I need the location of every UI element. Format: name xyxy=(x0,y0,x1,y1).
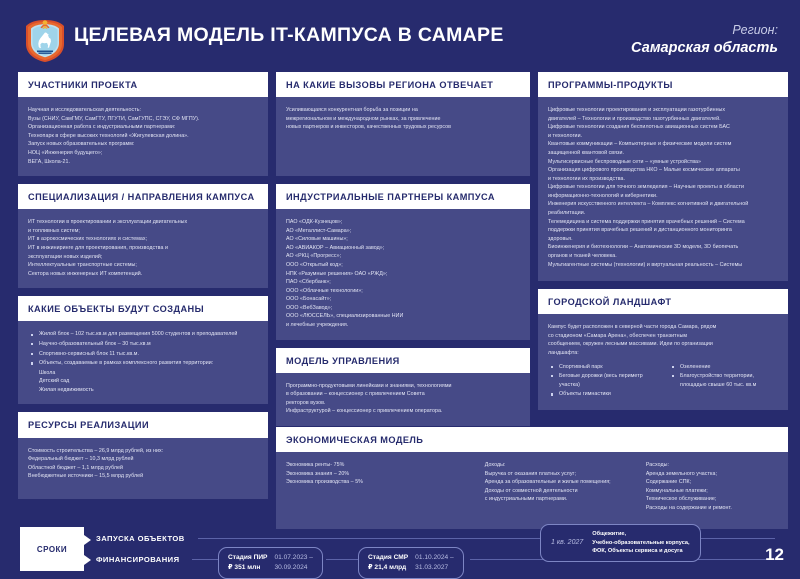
objects-list xyxy=(28,330,258,367)
text-line: АО «Силовые машины»; xyxy=(286,236,348,243)
text-line: Экономика производства – 5% xyxy=(286,479,363,486)
panel-body xyxy=(538,97,788,281)
panel-title: ГОРОДСКОЙ ЛАНДШАФТ xyxy=(538,289,788,314)
timeline-line-objects xyxy=(198,538,558,539)
objects-launch-card[interactable] xyxy=(540,524,701,562)
text-line: ИТ в инжиниринге для проектирования, производства и xyxy=(28,245,168,251)
panel-title: УЧАСТНИКИ ПРОЕКТА xyxy=(18,72,268,97)
landscape-items-left xyxy=(548,363,657,400)
text-line: ООО «Открытый код»; xyxy=(286,262,343,268)
text-line: ИТ в аэрокосмических технологиях и системах; xyxy=(28,236,148,243)
arrow-financing-icon xyxy=(84,555,91,565)
panel-economics xyxy=(276,427,788,529)
column-right xyxy=(538,72,788,418)
text-line: Цифровые технологии для точного земледелия – Научные проекты в области xyxy=(548,184,744,191)
text-line: Вузы (СНИУ, СамГМУ, СамГТУ, ПГУТИ, СамГУПС, СГЭУ, СФ МГПУ). xyxy=(28,115,200,122)
panel-products xyxy=(538,72,788,281)
slide-header xyxy=(0,0,800,66)
text-line: со стадионом «Самара Арена», обеспечен транзитным xyxy=(548,332,688,339)
text-line: поддержки принятия врачебных решений и дистанционного мониторинга xyxy=(548,227,732,234)
subhead: Расходы: xyxy=(645,462,669,469)
arrow-objects-icon xyxy=(84,535,91,545)
panel-title: ЭКОНОМИЧЕСКАЯ МОДЕЛЬ xyxy=(276,427,788,452)
text-line: Школа xyxy=(39,369,56,376)
text-line: с индустриальными партнерами. xyxy=(484,496,568,503)
text-line: Программно-продуктовыми линейками и знаниями, технологиями xyxy=(286,382,452,389)
list-item: Жилой блок – 102 тыс.кв.м для размещения 5000 студентов и преподавателей xyxy=(39,330,258,339)
region-label: Регион: xyxy=(732,23,778,37)
text-line: АО «РКЦ «Прогресс»; xyxy=(286,253,342,260)
stage-amount: ₽ 21,4 млрд xyxy=(368,563,407,571)
panel-objects xyxy=(18,296,268,404)
text-line: ландшафта: xyxy=(548,349,579,356)
region-value: Самарская область xyxy=(630,39,778,56)
panel-body xyxy=(276,452,788,528)
text-line: Аренда земельного участка; xyxy=(645,470,717,477)
text-line: новых партнеров и инвесторов, качественных трудовых ресурсов xyxy=(286,124,451,131)
panel-management xyxy=(276,348,530,426)
text-line: Содержание СПК; xyxy=(645,479,692,486)
text-line: Телемедицина и система поддержки принятия врачебных решений – Система xyxy=(548,218,745,225)
text-line: Стоимость строительства – 26,9 млрд рублей, из них: xyxy=(28,447,164,454)
text-line: Научная и исследовательская деятельность: xyxy=(28,107,142,114)
region-block xyxy=(631,22,778,58)
text-line: Расходы на содержание и ремонт. xyxy=(645,505,732,511)
panel-title: НА КАКИЕ ВЫЗОВЫ РЕГИОНА ОТВЕЧАЕТ xyxy=(276,72,530,97)
panel-body xyxy=(18,321,268,404)
text-line: эксплуатации новых изделий; xyxy=(28,253,103,260)
text-line: Цифровые технологии проектирования и эксплуатации газотурбинных xyxy=(548,107,726,114)
text-line: защищенной квантовой связи. xyxy=(548,150,625,156)
launch-quarter: 1 кв. 2027 xyxy=(551,539,584,547)
text-line: ВЕГА, Школа-21. xyxy=(28,158,71,165)
panel-body xyxy=(18,438,268,499)
text-line: Усиливающаяся конкурентная борьба за позиции на xyxy=(286,107,418,114)
list-item: Беговые дорожки (весь периметр участка) xyxy=(559,372,657,389)
text-line: ООО «ЛЮССЕЛЬ», специализированные НИИ xyxy=(286,313,404,320)
panel-partners xyxy=(276,184,530,340)
text-line: ООО «Бонасайт»; xyxy=(286,296,332,303)
panel-resources xyxy=(18,412,268,498)
stage-name: Стадия СМР xyxy=(368,554,409,561)
text-line: НОЦ «Инженерия будущего»; xyxy=(28,150,103,156)
economics-expenses xyxy=(646,461,778,512)
sroki-box: СРОКИ xyxy=(20,527,84,571)
text-line: и топливных систем; xyxy=(28,227,80,234)
text-line: Биоинженерия и биотехнологии – Анатомические 3D модели, 3D биопечать xyxy=(548,244,739,251)
panel-title: ИНДУСТРИАЛЬНЫЕ ПАРТНЕРЫ КАМПУСА xyxy=(276,184,530,209)
text-line: ПАО «ОДК-Кузнецов»; xyxy=(286,219,343,226)
list-item: Объекты, создаваемые в рамках комплексного развития территории: xyxy=(39,359,258,368)
text-line: АО «АВИАКОР – Авиационный завод»; xyxy=(286,244,385,251)
panel-challenges xyxy=(276,72,530,176)
page-number: 12 xyxy=(765,545,784,564)
text-line: Сектора новых инженерных ИТ компетенций. xyxy=(28,270,143,277)
text-line: Техническое обслуживание; xyxy=(645,496,717,503)
text-line: здоровья. xyxy=(548,235,573,242)
text-line: Инженерия искусственного интеллекта – Комплекс когнитивной и двигательной xyxy=(548,201,749,208)
text-line: Областной бюджет – 1,1 млрд рублей xyxy=(28,464,123,471)
stage-card-pir[interactable] xyxy=(218,547,323,579)
panel-body xyxy=(18,209,268,288)
text-line: Организация цифрового производства НКО – Малые космические аппараты xyxy=(548,167,740,174)
timeline-label-objects: ЗАПУСКА ОБЪЕКТОВ xyxy=(96,534,185,543)
text-line: Аренда за образовательные и жилые помещения; xyxy=(484,479,611,486)
text-line: ИТ технологии в проектировании и эксплуатации двигательных xyxy=(28,219,188,226)
subhead: Доходы: xyxy=(484,462,506,469)
text-line: межрегиональном и международном рынках, за привлечение xyxy=(286,115,441,122)
text-line: Федеральный бюджет – 10,3 млрд рублей xyxy=(28,456,134,463)
text-line: НПК «Разумные решения» ОАО «РЖД»; xyxy=(286,270,388,277)
text-line: Технопарк в сфере высоких технологий «Жигулевская долина». xyxy=(28,132,189,139)
panel-title: КАКИЕ ОБЪЕКТЫ БУДУТ СОЗДАНЫ xyxy=(18,296,268,321)
stage-date-to: 31.03.2027 xyxy=(415,563,449,571)
list-item: Озеленение xyxy=(680,363,778,372)
list-item: Объекты гимнастики xyxy=(559,390,657,399)
text-line: АО «Металлист-Самара»; xyxy=(286,227,352,234)
text-line: Внебюджетные источники – 15,5 млрд рублей xyxy=(28,473,144,480)
launch-line: Общежитие, xyxy=(592,531,627,537)
text-line: органов и тканей человека. xyxy=(548,252,617,259)
text-line: Мультисервисные беспроводные сети – «умные устройства» xyxy=(548,158,702,165)
panel-title: СПЕЦИАЛИЗАЦИЯ / НАПРАВЛЕНИЯ КАМПУСА xyxy=(18,184,268,209)
panel-participants xyxy=(18,72,268,176)
text-line: и технологии их производства. xyxy=(548,175,626,182)
text-line: Детский сад xyxy=(39,378,70,385)
landscape-items-right xyxy=(669,363,778,400)
list-item: Благоустройство территории, площадью свыше 60 тыс. кв.м xyxy=(680,372,778,389)
text-line: двигателей – Технологии и производство газотурбинных двигателей. xyxy=(548,115,721,122)
launch-line: Учебно-образовательные корпуса, xyxy=(592,539,690,546)
text-line: Жилая недвижимость xyxy=(39,386,94,393)
text-line: Организационная работа с индустриальными партнерами: xyxy=(28,124,176,131)
timeline-bar xyxy=(0,519,800,579)
timeline-line-financing-b xyxy=(326,559,360,560)
stage-name: Стадия ПИР xyxy=(228,554,268,561)
stage-amount: ₽ 351 млн xyxy=(228,563,261,571)
panel-body xyxy=(18,97,268,176)
stage-date-from: 01.10.2024 – xyxy=(415,554,454,561)
text-line: сообщением, окружен лесными массивами. Идеи по организации xyxy=(548,341,713,348)
samara-oblast-coat-of-arms-icon xyxy=(22,16,68,64)
timeline-label-financing: ФИНАНСИРОВАНИЯ xyxy=(96,555,180,564)
text-line: Запуск новых образовательных программ: xyxy=(28,141,135,148)
panel-title: МОДЕЛЬ УПРАВЛЕНИЯ xyxy=(276,348,530,373)
panel-title: ПРОГРАММЫ-ПРОДУКТЫ xyxy=(538,72,788,97)
text-line: ректоров вузов. xyxy=(286,399,326,406)
text-line: информационно-технологий и кибернетики. xyxy=(548,192,658,199)
text-line: Интеллектуальные транспортные системы; xyxy=(28,262,137,269)
text-line: и технологии. xyxy=(548,132,583,139)
text-line: Доходы от совместной деятельности xyxy=(484,487,578,494)
text-line: Инфраструктурой – концессионер с привлечением оператора. xyxy=(286,408,443,415)
text-line: Мультиагентные системы (технологии) и виртуальная реальность – Системы xyxy=(548,261,743,268)
text-line: ПАО «Сбербанк»; xyxy=(286,279,331,286)
text-line: и лечебные учреждения. xyxy=(286,322,349,329)
panel-title: РЕСУРСЫ РЕАЛИЗАЦИИ xyxy=(18,412,268,437)
stage-date-from: 01.07.2023 – xyxy=(274,554,313,561)
panel-body xyxy=(276,209,530,340)
text-line: Экономика ренты- 75% xyxy=(286,462,345,469)
text-line: Экономика знания – 20% xyxy=(286,470,350,477)
panel-body xyxy=(538,314,788,410)
text-line: реабилитации. xyxy=(548,210,586,217)
text-line: Квантовые коммуникации – Компьютерные и физические модели систем xyxy=(548,141,732,148)
stage-card-smr[interactable] xyxy=(358,547,464,579)
text-line: Цифровые технологии создания беспилотных авиационных систем БАС xyxy=(548,124,730,131)
launch-line: ФОК, Объекты сервиса и досуга xyxy=(592,548,683,555)
text-line: Кампус будет расположен в северной части города Самара, рядом xyxy=(548,324,717,331)
text-line: Коммунальные платежи; xyxy=(645,487,708,494)
panel-specialization xyxy=(18,184,268,288)
list-item: Спортивно-сервисный блок 11 тыс.кв.м. xyxy=(39,350,258,359)
column-left xyxy=(18,72,268,507)
list-item: Научно-образовательный блок – 30 тыс.кв.м xyxy=(39,340,258,349)
column-middle xyxy=(276,72,530,434)
text-line: ООО «ВебЗавод»; xyxy=(286,304,333,311)
panel-landscape xyxy=(538,289,788,410)
text-line: в образовании – концессионер с привлечением Совета xyxy=(286,391,425,398)
economics-shares xyxy=(286,461,475,512)
panel-body xyxy=(276,373,530,426)
economics-income xyxy=(485,461,636,512)
page-title: ЦЕЛЕВАЯ МОДЕЛЬ IT-КАМПУСА В САМАРЕ xyxy=(74,24,504,46)
text-line: ООО «Облачные технологии»; xyxy=(286,287,363,294)
panel-body xyxy=(276,97,530,142)
stage-date-to: 30.09.2024 xyxy=(274,563,308,571)
list-item: Спортивный парк xyxy=(559,363,657,372)
text-line: Выручка от оказания платных услуг; xyxy=(484,470,577,477)
